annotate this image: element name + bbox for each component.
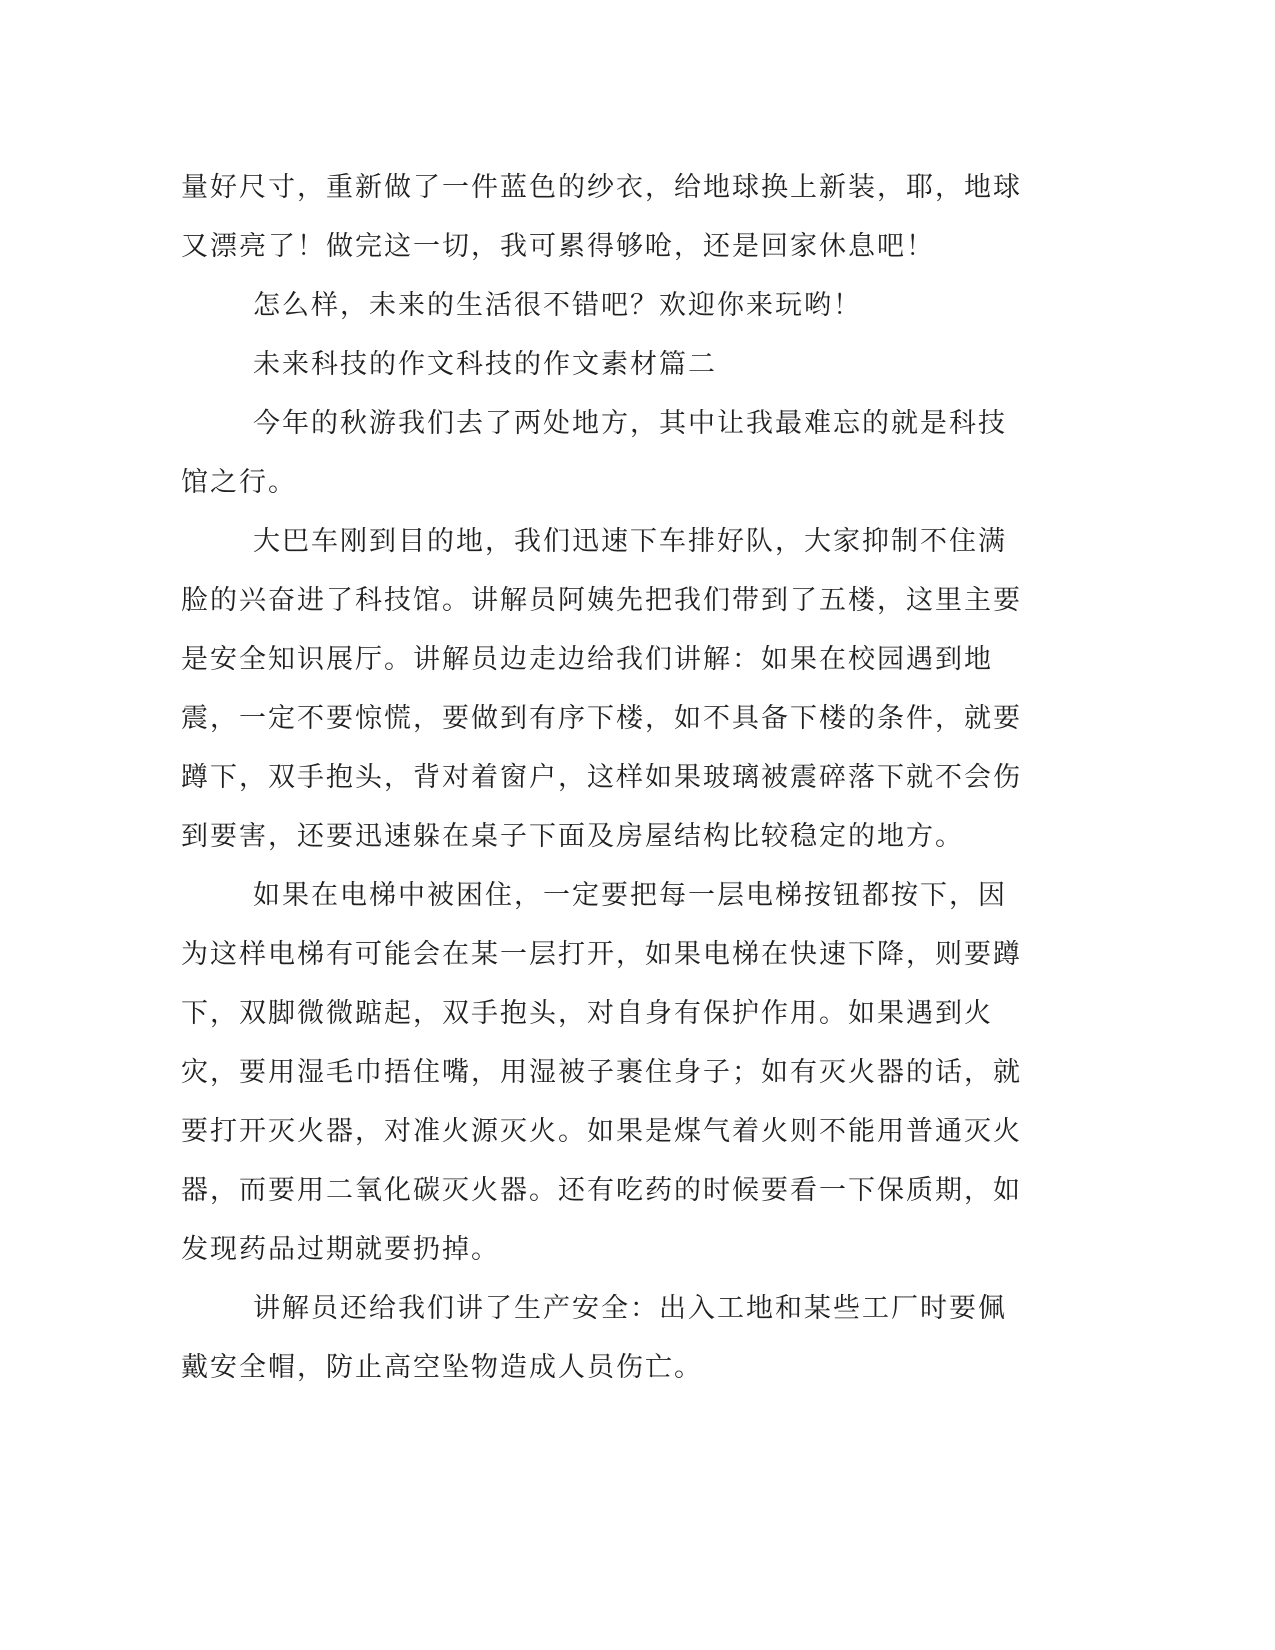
document-body (181, 158, 1031, 1397)
paragraph-2: 怎么样，未来的生活很不错吧？欢迎你来玩哟！ (253, 290, 862, 321)
paragraph-3: 今年的秋游我们去了两处地方，其中让我最难忘的就是科技馆之行。 (181, 408, 1007, 498)
section-heading: 未来科技的作文科技的作文素材篇二 (253, 349, 717, 380)
paragraph-1: 量好尺寸，重新做了一件蓝色的纱衣，给地球换上新装，耶，地球又漂亮了！做完这一切，我可累得够呛，还是回家休息吧！ (181, 172, 1022, 262)
paragraph-6: 讲解员还给我们讲了生产安全：出入工地和某些工厂时要佩戴安全帽，防止高空坠物造成人员伤亡。 (181, 1293, 1007, 1383)
paragraph-4: 大巴车刚到目的地，我们迅速下车排好队，大家抑制不住满脸的兴奋进了科技馆。讲解员阿姨先把我们带到了五楼，这里主要是安全知识展厅。讲解员边走边给我们讲解：如果在校园遇到地震，一定不要惊慌，要做到有序下楼，如不具备下楼的条件，就要蹲下，双手抱头，背对着窗户，这样如果玻璃被震碎落下就不会伤到要害，还要迅速躲在桌子下面及房屋结构比较稳定的地方。 (181, 526, 1022, 852)
paragraph-5: 如果在电梯中被困住，一定要把每一层电梯按钮都按下，因为这样电梯有可能会在某一层打开，如果电梯在快速下降，则要蹲下，双脚微微踮起，双手抱头，对自身有保护作用。如果遇到火灾，要用湿毛巾捂住嘴，用湿被子裹住身子；如有灭火器的话，就要打开灭火器，对准火源灭火。如果是煤气着火则不能用普通灭火器，而要用二氧化碳灭火器。还有吃药的时候要看一下保质期，如发现药品过期就要扔掉。 (181, 880, 1022, 1265)
